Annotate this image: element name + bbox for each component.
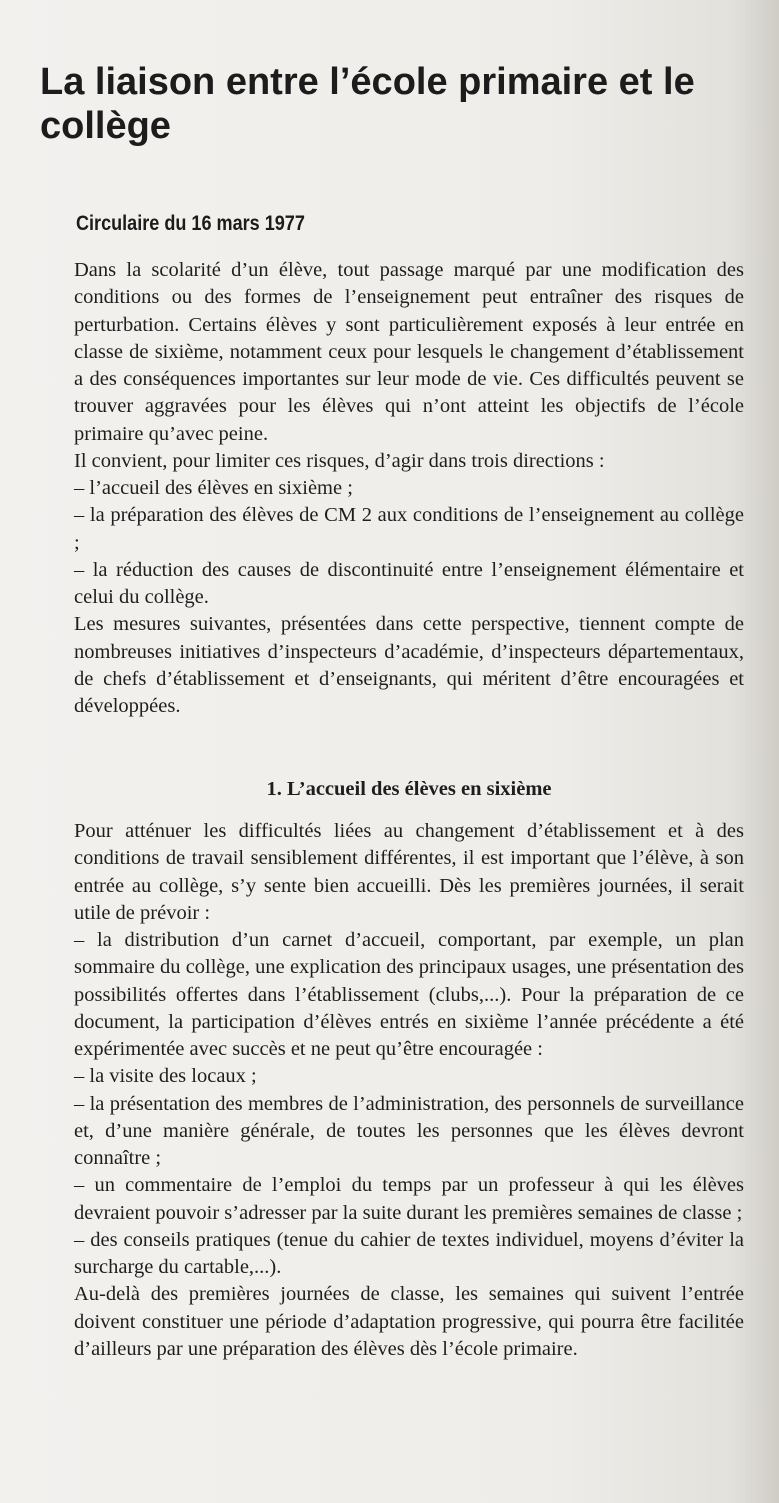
section-1-paragraph-1: Pour atténuer les difficultés liées au changement d’établissement et à des conditions de travail sensiblement différentes, il est important que l’élève, à son entrée au collège, s’y sente bien accueilli. Dès les premières journées, il serait utile de prévoir : <box>74 820 744 924</box>
intro-paragraph-1: Dans la scolarité d’un élève, tout passage marqué par une modification des conditions ou des formes de l’enseignement peut entraîner des risques de perturbation. Certains élèves y sont particulièrement exposés à leur entrée en classe de sixième, notamment ceux pour lesquels le changement d’établissement a des conséquences importantes sur leur mode de vie. Ces difficultés peuvent se trouver aggravées pour les élèves qui n’ont atteint les objectifs de l’école primaire qu’avec peine. <box>74 259 744 445</box>
section-1-list-item-4: – un commentaire de l’emploi du temps par un professeur à qui les élèves devraient pouvoir s’adresser par la suite durant les premières semaines de classe ; <box>74 1174 744 1224</box>
intro-paragraph-3: Les mesures suivantes, présentées dans cette perspective, tiennent compte de nombreuses initiatives d’inspecteurs d’académie, d’inspecteurs départementaux, de chefs d’établissement et d’enseignants, qui méritent d’être encouragées et développées. <box>74 613 744 717</box>
section-1-paragraph-2: Au-delà des premières journées de classe, les semaines qui suivent l’entrée doivent constituer une période d’adaptation progressive, qui pourra être facilitée d’ailleurs par une préparation des élèves dès l’école primaire. <box>74 1283 744 1360</box>
section-1-body <box>74 818 744 1363</box>
section-1-heading: 1. L’accueil des élèves en sixième <box>266 778 552 800</box>
page-title: La liaison entre l’école primaire et le collège <box>40 61 695 147</box>
section-1-list-item-5: – des conseils pratiques (tenue du cahier de textes individuel, moyens d’éviter la surcharge du cartable,...). <box>74 1228 744 1278</box>
intro-list-item-2: – la préparation des élèves de CM 2 aux conditions de l’enseignement au collège ; <box>74 504 744 554</box>
section-1-list-item-3: – la présentation des membres de l’administration, des personnels de surveillance et, d’une manière générale, de toutes les personnes que les élèves devront connaître ; <box>74 1092 744 1169</box>
intro-list-item-1: – l’accueil des élèves en sixième ; <box>74 477 353 499</box>
intro-list-item-3: – la réduction des causes de discontinuité entre l’enseignement élémentaire et celui du collège. <box>74 558 744 608</box>
section-1-list-item-1: – la distribution d’un carnet d’accueil, comportant, par exemple, un plan sommaire du collège, une explication des principaux usages, une présentation des possibilités offertes dans l’établissement (clubs,...). Pour la préparation de ce document, la participation d’élèves entrés en sixième l’année précédente a été expérimentée avec succès et ne peut qu’être encouragée : <box>74 929 744 1060</box>
intro-paragraph-2: Il convient, pour limiter ces risques, d’agir dans trois directions : <box>74 449 605 472</box>
circular-subtitle: Circulaire du 16 mars 1977 <box>76 212 305 235</box>
section-1-list-item-2: – la visite des locaux ; <box>74 1065 257 1088</box>
intro-body <box>74 257 744 720</box>
